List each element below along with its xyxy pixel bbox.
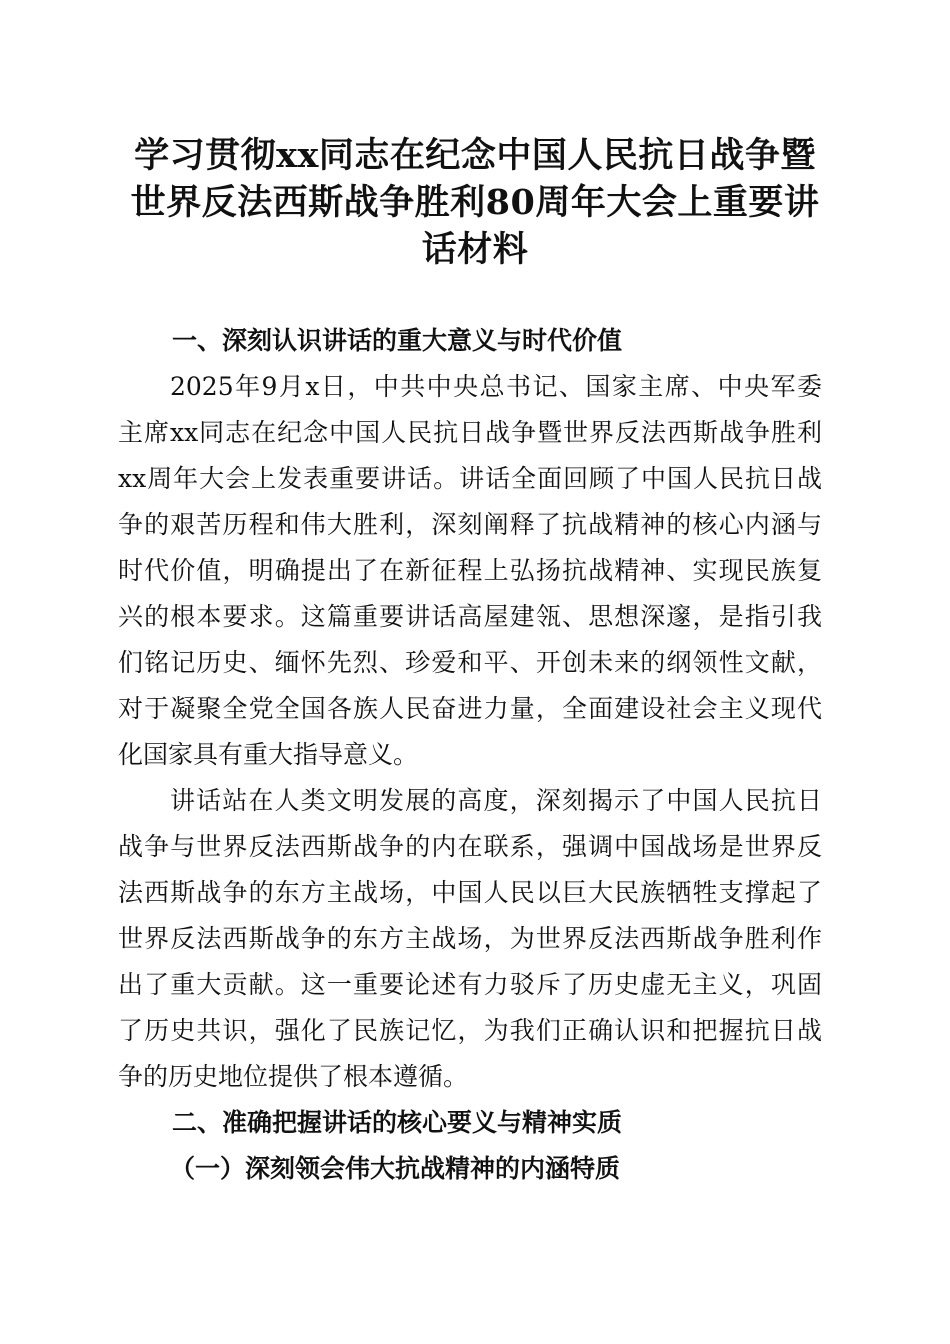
paragraph-line: 战争与世界反法西斯战争的内在联系，强调中国战场是世界反 [118,832,822,861]
section-2-heading: 二、准确把握讲话的核心要义与精神实质 [172,1108,623,1137]
title-line: 学习贯彻xx同志在纪念中国人民抗日战争暨 [134,135,816,176]
paragraph-line: xx周年大会上发表重要讲话。讲话全面回顾了中国人民抗日战 [118,464,822,493]
paragraph-line: 争的艰苦历程和伟大胜利，深刻阐释了抗战精神的核心内涵与 [118,510,822,539]
title-line: 话材料 [421,229,529,270]
paragraph-line: 了历史共识，强化了民族记忆，为我们正确认识和把握抗日战 [118,1016,822,1045]
paragraph-line: 主席xx同志在纪念中国人民抗日战争暨世界反法西斯战争胜利 [118,418,822,447]
paragraph-line: 对于凝聚全党全国各族人民奋进力量，全面建设社会主义现代 [118,694,822,723]
section-1-paragraph-1 [118,364,822,778]
title-line: 世界反法西斯战争胜利80周年大会上重要讲 [130,182,820,223]
paragraph-line: 化国家具有重大指导意义。 [118,740,419,769]
paragraph-line: 讲话站在人类文明发展的高度，深刻揭示了中国人民抗日 [170,786,822,815]
paragraph-line: 2025年9月x日，中共中央总书记、国家主席、中央军委 [170,372,822,401]
paragraph-line: 争的历史地位提供了根本遵循。 [118,1062,469,1091]
paragraph-line: 法西斯战争的东方主战场，中国人民以巨大民族牺牲支撑起了 [118,878,822,907]
paragraph-line: 世界反法西斯战争的东方主战场，为世界反法西斯战争胜利作 [118,924,822,953]
paragraph-line: 兴的根本要求。这篇重要讲话高屋建瓴、思想深邃，是指引我 [118,602,822,631]
section-1-heading: 一、深刻认识讲话的重大意义与时代价值 [172,326,623,355]
paragraph-line: 时代价值，明确提出了在新征程上弘扬抗战精神、实现民族复 [118,556,822,585]
document-body [118,318,822,1192]
paragraph-line: 出了重大贡献。这一重要论述有力驳斥了历史虚无主义，巩固 [118,970,822,999]
paragraph-line: 们铭记历史、缅怀先烈、珍爱和平、开创未来的纲领性文献， [118,648,822,677]
document-title [118,132,832,273]
section-2-subheading: （一）深刻领会伟大抗战精神的内涵特质 [170,1154,621,1183]
section-1-paragraph-2 [118,778,822,1100]
